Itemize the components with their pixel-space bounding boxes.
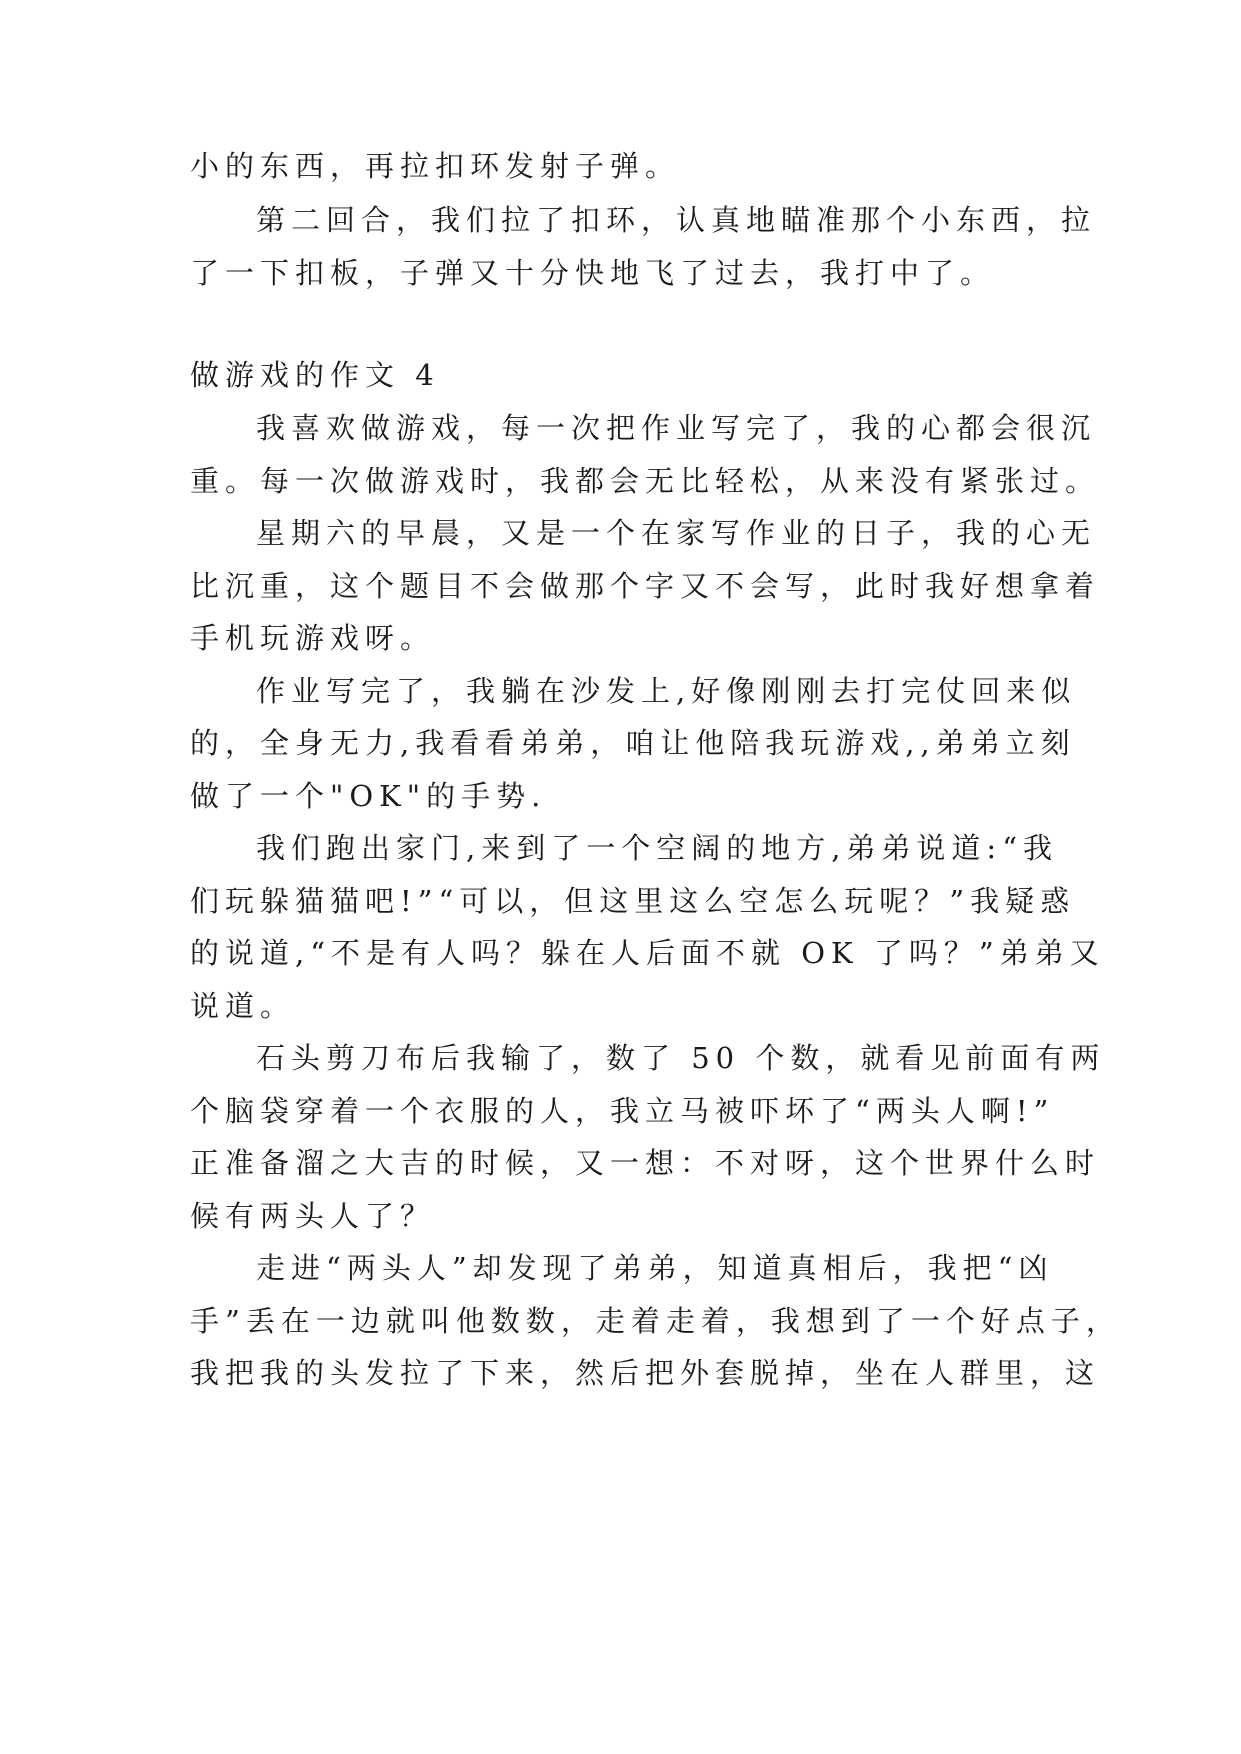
paragraph-first-line: 我喜欢做游戏，每一次把作业写完了，我的心都会很沉 (256, 411, 1097, 445)
paragraph-line: 个脑袋穿着一个衣服的人，我立马被吓坏了“两头人啊!” (190, 1094, 1055, 1128)
paragraph-line: 了一下扣板，子弹又十分快地飞了过去，我打中了。 (190, 256, 996, 290)
paragraph-line: 小的东西，再拉扣环发射子弹。 (190, 149, 681, 183)
paragraph-line: 的，全身无力,我看看弟弟，咱让他陪我玩游戏,,弟弟立刻 (190, 726, 1076, 760)
section-heading: 做游戏的作文 4 (190, 358, 440, 392)
paragraph-line: 我把我的头发拉了下来，然后把外套脱掉，坐在人群里，这 (190, 1356, 1101, 1390)
paragraph-line: 说道。 (190, 989, 296, 1023)
paragraph-first-line: 走进“两头人”却发现了弟弟，知道真相后，我把“凶 (256, 1251, 1054, 1285)
paragraph-line: 手机玩游戏呀。 (190, 621, 436, 655)
paragraph-line: 的说道,“不是有人吗？躲在人后面不就 OK 了吗？”弟弟又 (190, 936, 1105, 970)
paragraph-first-line: 第二回合，我们拉了扣环，认真地瞄准那个小东西，拉 (256, 203, 1097, 237)
paragraph-first-line: 我们跑出家门,来到了一个空阔的地方,弟弟说道:“我 (256, 831, 1059, 865)
paragraph-first-line: 星期六的早晨，又是一个在家写作业的日子，我的心无 (256, 516, 1097, 550)
paragraph-line: 重。每一次做游戏时，我都会无比轻松，从来没有紧张过。 (190, 464, 1101, 498)
paragraph-first-line: 石头剪刀布后我输了，数了 50 个数，就看见前面有两 (256, 1041, 1106, 1075)
paragraph-first-line: 作业写完了，我躺在沙发上,好像刚刚去打完仗回来似 (256, 674, 1077, 708)
paragraph-line: 正准备溜之大吉的时候，又一想：不对呀，这个世界什么时 (190, 1146, 1101, 1180)
paragraph-line: 们玩躲猫猫吧!”“可以，但这里这么空怎么玩呢？”我疑惑 (190, 884, 1076, 918)
paragraph-line: 候有两头人了？ (190, 1199, 436, 1233)
paragraph-line: 做了一个"OK"的手势. (190, 779, 547, 813)
paragraph-line: 比沉重，这个题目不会做那个字又不会写，此时我好想拿着 (190, 569, 1101, 603)
paragraph-line: 手”丢在一边就叫他数数，走着走着，我想到了一个好点子， (190, 1304, 1121, 1338)
